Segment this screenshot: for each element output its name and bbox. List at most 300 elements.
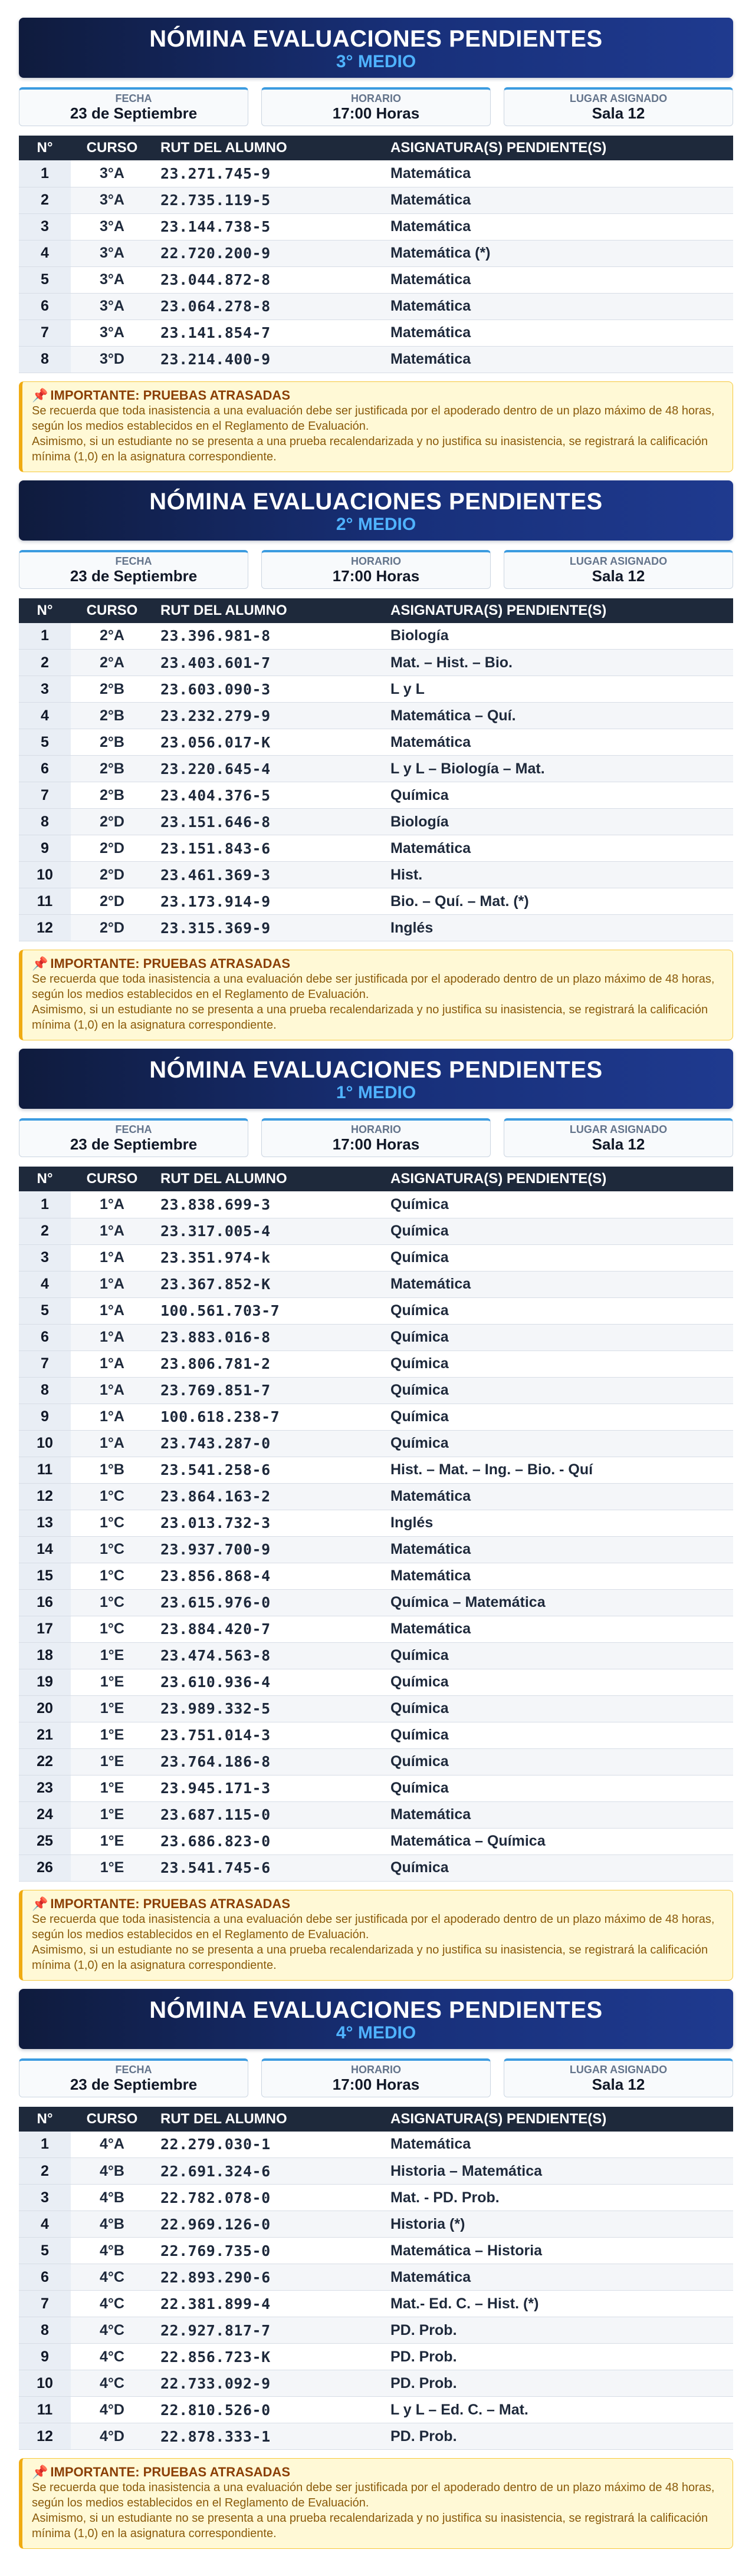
- row-curso: 2°D: [71, 835, 153, 862]
- table-row: [19, 2397, 733, 2423]
- notice-paragraph-2: Asimismo, si un estudiante no se presenta a una prueba recalendarizada y no justifica su inasistencia, se registrará la calificación mínima (1,0) en la asignatura correspondiente.: [32, 2512, 708, 2540]
- section-banner: [19, 480, 733, 541]
- fecha-label: FECHA: [115, 93, 152, 104]
- row-number: 7: [19, 2291, 71, 2317]
- row-curso: 2°D: [71, 862, 153, 888]
- notice-title-line: [32, 2465, 723, 2480]
- row-asignatura: Historia – Matemática: [383, 2158, 733, 2185]
- row-rut: 23.317.005-4: [153, 1218, 383, 1244]
- col-header-rut: RUT DEL ALUMNO: [160, 1171, 287, 1187]
- row-curso: 1°A: [71, 1297, 153, 1324]
- col-header-curso: CURSO: [86, 602, 138, 618]
- table-header-row: [19, 136, 733, 160]
- row-rut: 23.056.017-K: [153, 729, 383, 756]
- notice-paragraph-1: Se recuerda que toda inasistencia a una evaluación debe ser justificada por el apoderado dentro de un plazo máximo de 48 horas, según los medios establecidos en el Reglamento de Evaluación.: [32, 404, 715, 433]
- row-rut: 23.883.016-8: [153, 1324, 383, 1350]
- row-curso: 1°A: [71, 1218, 153, 1244]
- row-number: 8: [19, 2317, 71, 2344]
- row-asignatura: Matemática: [383, 1271, 733, 1297]
- row-asignatura: Mat. – Hist. – Bio.: [383, 650, 733, 676]
- row-rut: 22.769.735-0: [153, 2238, 383, 2264]
- row-rut: 23.220.645-4: [153, 756, 383, 782]
- table-row: [19, 1191, 733, 1218]
- row-curso: 2°B: [71, 729, 153, 756]
- row-rut: 23.141.854-7: [153, 319, 383, 346]
- row-number: 9: [19, 835, 71, 862]
- row-number: 12: [19, 1483, 71, 1510]
- table-row: [19, 1350, 733, 1377]
- notice-title-line: [32, 1896, 723, 1912]
- row-rut: 23.751.014-3: [153, 1722, 383, 1748]
- row-rut: 23.064.278-8: [153, 293, 383, 319]
- notice-title-line: [32, 956, 723, 971]
- row-asignatura: Biología: [383, 623, 733, 650]
- col-header-asignatura: ASIGNATURA(S) PENDIENTE(S): [390, 602, 607, 618]
- banner-level: 4° MEDIO: [336, 2022, 416, 2043]
- notice-paragraph-1: Se recuerda que toda inasistencia a una evaluación debe ser justificada por el apoderado dentro de un plazo máximo de 48 horas, según los medios establecidos en el Reglamento de Evaluación.: [32, 973, 715, 1001]
- row-curso: 4°A: [71, 2132, 153, 2158]
- row-asignatura: Matemática: [383, 293, 733, 319]
- row-rut: 23.144.738-5: [153, 213, 383, 240]
- row-rut: 23.173.914-9: [153, 888, 383, 915]
- row-asignatura: Química: [383, 1748, 733, 1775]
- row-asignatura: Matemática: [383, 835, 733, 862]
- row-asignatura: Mat.- Ed. C. – Hist. (*): [383, 2291, 733, 2317]
- table-body: [19, 160, 733, 373]
- row-rut: 23.403.601-7: [153, 650, 383, 676]
- banner-title: NÓMINA EVALUACIONES PENDIENTES: [149, 1057, 603, 1083]
- row-rut: 23.151.843-6: [153, 835, 383, 862]
- row-rut: 22.720.200-9: [153, 240, 383, 266]
- table-row: [19, 1457, 733, 1483]
- row-rut: 23.044.872-8: [153, 266, 383, 293]
- row-curso: 2°A: [71, 650, 153, 676]
- banner-title: NÓMINA EVALUACIONES PENDIENTES: [149, 1997, 603, 2023]
- table-row: [19, 240, 733, 266]
- row-number: 10: [19, 862, 71, 888]
- row-rut: 22.878.333-1: [153, 2423, 383, 2450]
- row-number: 6: [19, 756, 71, 782]
- row-rut: 23.615.976-0: [153, 1589, 383, 1616]
- row-asignatura: Matemática (*): [383, 240, 733, 266]
- table-row: [19, 2238, 733, 2264]
- row-number: 1: [19, 623, 71, 650]
- notice-box: [19, 381, 733, 472]
- row-asignatura: Química: [383, 1775, 733, 1801]
- evaluation-section: [19, 480, 733, 1041]
- lugar-value: Sala 12: [592, 104, 645, 122]
- row-rut: 23.367.852-K: [153, 1271, 383, 1297]
- row-number: 5: [19, 2238, 71, 2264]
- row-asignatura: Química: [383, 1430, 733, 1457]
- table-row: [19, 2132, 733, 2158]
- fecha-value: 23 de Septiembre: [70, 1135, 198, 1153]
- row-curso: 1°C: [71, 1536, 153, 1563]
- notice-title: IMPORTANTE: PRUEBAS ATRASADAS: [50, 2465, 290, 2479]
- row-curso: 3°A: [71, 319, 153, 346]
- row-rut: 23.541.745-6: [153, 1854, 383, 1881]
- row-number: 17: [19, 1616, 71, 1642]
- banner-level: 1° MEDIO: [336, 1083, 416, 1102]
- table-row: [19, 1695, 733, 1722]
- row-rut: 22.893.290-6: [153, 2264, 383, 2291]
- table-row: [19, 915, 733, 941]
- row-asignatura: L y L – Ed. C. – Mat.: [383, 2397, 733, 2423]
- horario-value: 17:00 Horas: [332, 1135, 420, 1153]
- row-curso: 1°E: [71, 1695, 153, 1722]
- evaluation-section: [19, 1049, 733, 1981]
- lugar-label: LUGAR ASIGNADO: [569, 555, 668, 567]
- row-asignatura: Matemática – Química: [383, 1828, 733, 1854]
- row-number: 6: [19, 293, 71, 319]
- fecha-value: 23 de Septiembre: [70, 104, 198, 122]
- row-curso: 3°A: [71, 240, 153, 266]
- row-asignatura: Matemática: [383, 1536, 733, 1563]
- row-number: 5: [19, 266, 71, 293]
- lugar-value: Sala 12: [592, 1135, 645, 1153]
- students-table: [19, 2107, 733, 2450]
- row-number: 10: [19, 1430, 71, 1457]
- notice-paragraph-1: Se recuerda que toda inasistencia a una evaluación debe ser justificada por el apoderado dentro de un plazo máximo de 48 horas, según los medios establecidos en el Reglamento de Evaluación.: [32, 1912, 715, 1941]
- row-rut: 22.927.817-7: [153, 2317, 383, 2344]
- row-curso: 2°D: [71, 888, 153, 915]
- table-row: [19, 1430, 733, 1457]
- evaluation-section: [19, 18, 733, 472]
- fecha-box: [19, 87, 248, 126]
- row-asignatura: Química: [383, 1297, 733, 1324]
- table-row: [19, 2211, 733, 2238]
- horario-value: 17:00 Horas: [332, 104, 420, 122]
- row-rut: 23.461.369-3: [153, 862, 383, 888]
- row-curso: 4°D: [71, 2423, 153, 2450]
- row-number: 10: [19, 2370, 71, 2397]
- row-asignatura: PD. Prob.: [383, 2370, 733, 2397]
- table-row: [19, 1722, 733, 1748]
- row-curso: 1°A: [71, 1324, 153, 1350]
- row-curso: 2°B: [71, 676, 153, 703]
- table-row: [19, 1748, 733, 1775]
- row-asignatura: Química – Matemática: [383, 1589, 733, 1616]
- col-header-num: N°: [37, 602, 53, 618]
- row-curso: 1°A: [71, 1430, 153, 1457]
- row-asignatura: Química: [383, 782, 733, 809]
- col-header-asignatura: ASIGNATURA(S) PENDIENTE(S): [390, 140, 607, 156]
- banner-level: 2° MEDIO: [336, 514, 416, 534]
- row-number: 26: [19, 1854, 71, 1881]
- table-row: [19, 1775, 733, 1801]
- col-header-rut: RUT DEL ALUMNO: [160, 140, 287, 156]
- row-curso: 4°D: [71, 2397, 153, 2423]
- row-curso: 4°B: [71, 2238, 153, 2264]
- row-curso: 2°A: [71, 623, 153, 650]
- banner-title: NÓMINA EVALUACIONES PENDIENTES: [149, 488, 603, 515]
- row-curso: 4°B: [71, 2211, 153, 2238]
- table-row: [19, 2291, 733, 2317]
- table-row: [19, 835, 733, 862]
- section-banner: [19, 18, 733, 78]
- row-curso: 2°D: [71, 915, 153, 941]
- table-row: [19, 2344, 733, 2370]
- row-curso: 4°C: [71, 2317, 153, 2344]
- row-rut: 23.603.090-3: [153, 676, 383, 703]
- table-row: [19, 160, 733, 187]
- row-rut: 23.884.420-7: [153, 1616, 383, 1642]
- row-rut: 22.381.899-4: [153, 2291, 383, 2317]
- row-asignatura: Química: [383, 1244, 733, 1271]
- table-header-row: [19, 1167, 733, 1191]
- table-row: [19, 266, 733, 293]
- row-number: 7: [19, 782, 71, 809]
- table-body: [19, 1191, 733, 1881]
- fecha-label: FECHA: [115, 1124, 152, 1135]
- row-asignatura: Química: [383, 1642, 733, 1669]
- fecha-label: FECHA: [115, 2063, 152, 2076]
- row-asignatura: Química: [383, 1324, 733, 1350]
- row-curso: 1°A: [71, 1271, 153, 1297]
- info-row: [19, 87, 733, 126]
- table-body: [19, 623, 733, 941]
- table-row: [19, 1218, 733, 1244]
- row-curso: 4°B: [71, 2185, 153, 2211]
- row-asignatura: Química: [383, 1404, 733, 1430]
- students-table: [19, 1167, 733, 1882]
- horario-label: HORARIO: [351, 1124, 401, 1135]
- table-row: [19, 1271, 733, 1297]
- row-number: 25: [19, 1828, 71, 1854]
- row-curso: 1°A: [71, 1350, 153, 1377]
- row-rut: 23.687.115-0: [153, 1801, 383, 1828]
- row-number: 16: [19, 1589, 71, 1616]
- row-rut: 23.686.823-0: [153, 1828, 383, 1854]
- notice-title: IMPORTANTE: PRUEBAS ATRASADAS: [50, 956, 290, 971]
- banner-title: NÓMINA EVALUACIONES PENDIENTES: [149, 26, 603, 52]
- lugar-label: LUGAR ASIGNADO: [569, 93, 668, 104]
- col-header-num: N°: [37, 140, 53, 156]
- fecha-box: [19, 2058, 248, 2097]
- students-table: [19, 136, 733, 373]
- row-asignatura: Matemática: [383, 2264, 733, 2291]
- table-row: [19, 1563, 733, 1589]
- row-number: 4: [19, 1271, 71, 1297]
- horario-box: [261, 2058, 491, 2097]
- col-header-rut: RUT DEL ALUMNO: [160, 2110, 287, 2127]
- col-header-rut: RUT DEL ALUMNO: [160, 602, 287, 618]
- row-rut: 23.989.332-5: [153, 1695, 383, 1722]
- table-header-row: [19, 598, 733, 623]
- row-number: 1: [19, 160, 71, 187]
- row-curso: 1°A: [71, 1404, 153, 1430]
- row-number: 2: [19, 1218, 71, 1244]
- pushpin-icon: 📌: [32, 1896, 48, 1911]
- row-asignatura: Química: [383, 1377, 733, 1404]
- row-curso: 1°A: [71, 1191, 153, 1218]
- lugar-box: [504, 550, 733, 589]
- row-rut: 23.541.258-6: [153, 1457, 383, 1483]
- evaluation-section: [19, 1989, 733, 2549]
- row-number: 13: [19, 1510, 71, 1536]
- row-number: 12: [19, 915, 71, 941]
- col-header-num: N°: [37, 1171, 53, 1187]
- row-curso: 1°C: [71, 1483, 153, 1510]
- row-curso: 1°E: [71, 1642, 153, 1669]
- col-header-asignatura: ASIGNATURA(S) PENDIENTE(S): [390, 2110, 607, 2127]
- row-asignatura: Matemática: [383, 729, 733, 756]
- row-rut: 23.271.745-9: [153, 160, 383, 187]
- notice-paragraph-2: Asimismo, si un estudiante no se presenta a una prueba recalendarizada y no justifica su inasistencia, se registrará la calificación mínima (1,0) en la asignatura correspondiente.: [32, 1003, 708, 1032]
- row-rut: 23.474.563-8: [153, 1642, 383, 1669]
- row-asignatura: Matemática: [383, 1801, 733, 1828]
- row-number: 24: [19, 1801, 71, 1828]
- row-asignatura: Química: [383, 1854, 733, 1881]
- row-number: 4: [19, 240, 71, 266]
- notice-box: [19, 950, 733, 1040]
- row-asignatura: Matemática: [383, 1563, 733, 1589]
- row-asignatura: Bio. – Quí. – Mat. (*): [383, 888, 733, 915]
- row-asignatura: Química: [383, 1722, 733, 1748]
- row-number: 9: [19, 1404, 71, 1430]
- row-number: 8: [19, 346, 71, 373]
- row-asignatura: PD. Prob.: [383, 2317, 733, 2344]
- row-asignatura: Matemática: [383, 346, 733, 373]
- row-number: 6: [19, 1324, 71, 1350]
- row-curso: 2°D: [71, 809, 153, 835]
- row-asignatura: Matemática: [383, 266, 733, 293]
- table-row: [19, 650, 733, 676]
- row-number: 2: [19, 650, 71, 676]
- table-row: [19, 319, 733, 346]
- fecha-value: 23 de Septiembre: [70, 2075, 198, 2093]
- row-asignatura: Matemática: [383, 1616, 733, 1642]
- table-row: [19, 888, 733, 915]
- horario-label: HORARIO: [351, 2063, 401, 2076]
- row-asignatura: Química: [383, 1218, 733, 1244]
- row-number: 5: [19, 729, 71, 756]
- row-rut: 22.969.126-0: [153, 2211, 383, 2238]
- row-curso: 1°E: [71, 1801, 153, 1828]
- notice-title: IMPORTANTE: PRUEBAS ATRASADAS: [50, 1896, 290, 1911]
- row-curso: 2°B: [71, 756, 153, 782]
- row-asignatura: PD. Prob.: [383, 2344, 733, 2370]
- row-rut: 22.733.092-9: [153, 2370, 383, 2397]
- table-row: [19, 2423, 733, 2450]
- row-asignatura: Química: [383, 1669, 733, 1695]
- table-row: [19, 1642, 733, 1669]
- row-number: 7: [19, 319, 71, 346]
- row-rut: 23.806.781-2: [153, 1350, 383, 1377]
- row-number: 8: [19, 809, 71, 835]
- table-row: [19, 1828, 733, 1854]
- row-curso: 3°A: [71, 160, 153, 187]
- row-asignatura: Química: [383, 1695, 733, 1722]
- table-row: [19, 346, 733, 373]
- row-rut: 22.691.324-6: [153, 2158, 383, 2185]
- row-rut: 23.351.974-k: [153, 1244, 383, 1271]
- table-row: [19, 1404, 733, 1430]
- row-rut: 23.315.369-9: [153, 915, 383, 941]
- row-curso: 4°C: [71, 2344, 153, 2370]
- row-curso: 4°C: [71, 2370, 153, 2397]
- table-row: [19, 2370, 733, 2397]
- row-asignatura: Inglés: [383, 1510, 733, 1536]
- section-banner: [19, 1049, 733, 1109]
- row-rut: 23.945.171-3: [153, 1775, 383, 1801]
- row-curso: 4°C: [71, 2264, 153, 2291]
- row-asignatura: Matemática: [383, 213, 733, 240]
- row-number: 1: [19, 2132, 71, 2158]
- fecha-box: [19, 550, 248, 589]
- row-asignatura: Biología: [383, 809, 733, 835]
- table-row: [19, 2264, 733, 2291]
- info-row: [19, 2058, 733, 2097]
- table-body: [19, 2132, 733, 2450]
- row-curso: 1°A: [71, 1377, 153, 1404]
- fecha-box: [19, 1118, 248, 1157]
- table-row: [19, 782, 733, 809]
- col-header-num: N°: [37, 2110, 53, 2127]
- row-curso: 3°A: [71, 187, 153, 213]
- row-rut: 23.013.732-3: [153, 1510, 383, 1536]
- row-rut: 22.810.526-0: [153, 2397, 383, 2423]
- pushpin-icon: 📌: [32, 387, 48, 403]
- table-row: [19, 187, 733, 213]
- table-row: [19, 1324, 733, 1350]
- info-row: [19, 1118, 733, 1157]
- row-number: 4: [19, 703, 71, 729]
- row-curso: 1°E: [71, 1828, 153, 1854]
- table-row: [19, 2317, 733, 2344]
- row-curso: 3°A: [71, 266, 153, 293]
- row-asignatura: Hist.: [383, 862, 733, 888]
- row-curso: 1°E: [71, 1775, 153, 1801]
- row-asignatura: Historia (*): [383, 2211, 733, 2238]
- table-row: [19, 703, 733, 729]
- row-curso: 3°D: [71, 346, 153, 373]
- row-curso: 1°E: [71, 1669, 153, 1695]
- row-rut: 23.404.376-5: [153, 782, 383, 809]
- row-asignatura: L y L – Biología – Mat.: [383, 756, 733, 782]
- table-row: [19, 1510, 733, 1536]
- row-number: 6: [19, 2264, 71, 2291]
- notice-title: IMPORTANTE: PRUEBAS ATRASADAS: [50, 387, 290, 403]
- table-row: [19, 1801, 733, 1828]
- row-curso: 1°C: [71, 1616, 153, 1642]
- row-asignatura: Matemática – Quí.: [383, 703, 733, 729]
- row-rut: 23.764.186-8: [153, 1748, 383, 1775]
- row-number: 3: [19, 213, 71, 240]
- horario-box: [261, 87, 491, 126]
- students-table: [19, 598, 733, 942]
- row-rut: 23.864.163-2: [153, 1483, 383, 1510]
- row-asignatura: Matemática: [383, 2132, 733, 2158]
- row-number: 19: [19, 1669, 71, 1695]
- row-curso: 3°A: [71, 293, 153, 319]
- notice-paragraph-1: Se recuerda que toda inasistencia a una evaluación debe ser justificada por el apoderado dentro de un plazo máximo de 48 horas, según los medios establecidos en el Reglamento de Evaluación.: [32, 2481, 715, 2509]
- table-row: [19, 1589, 733, 1616]
- row-curso: 1°E: [71, 1748, 153, 1775]
- row-asignatura: PD. Prob.: [383, 2423, 733, 2450]
- row-rut: 23.743.287-0: [153, 1430, 383, 1457]
- table-row: [19, 1669, 733, 1695]
- lugar-label: LUGAR ASIGNADO: [569, 1124, 668, 1135]
- table-row: [19, 213, 733, 240]
- row-curso: 4°B: [71, 2158, 153, 2185]
- row-rut: 23.396.981-8: [153, 623, 383, 650]
- horario-value: 17:00 Horas: [332, 2075, 420, 2093]
- row-number: 1: [19, 1191, 71, 1218]
- row-rut: 22.735.119-5: [153, 187, 383, 213]
- notice-box: [19, 2458, 733, 2549]
- row-rut: 100.618.238-7: [153, 1404, 383, 1430]
